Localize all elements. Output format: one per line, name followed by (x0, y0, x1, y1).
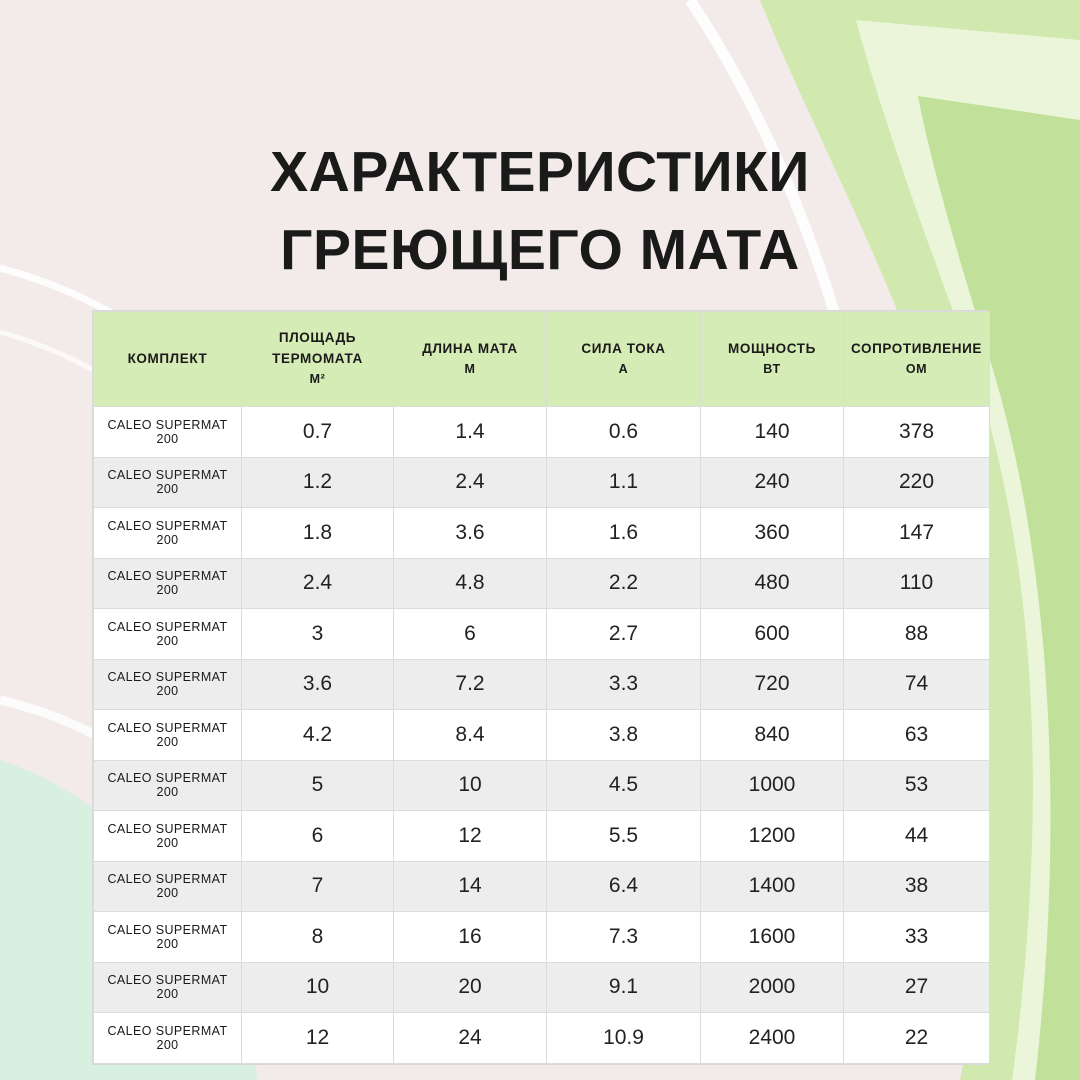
cell-area: 4.2 (242, 710, 394, 761)
cell-current: 4.5 (547, 760, 701, 811)
cell-resistance: 53 (844, 760, 990, 811)
cell-power: 600 (701, 609, 844, 660)
cell-power: 140 (701, 407, 844, 458)
table-row (94, 760, 990, 811)
column-header-power-label: МОЩНОСТЬ (728, 340, 816, 356)
column-header-power (701, 312, 844, 407)
table-row (94, 912, 990, 963)
cell-length: 7.2 (394, 659, 547, 710)
cell-length: 3.6 (394, 508, 547, 559)
cell-kit: CALEO SUPERMAT 200 (94, 912, 242, 963)
cell-resistance: 44 (844, 811, 990, 862)
cell-resistance: 88 (844, 609, 990, 660)
cell-length: 8.4 (394, 710, 547, 761)
column-header-area (242, 312, 394, 407)
cell-length: 24 (394, 1013, 547, 1064)
cell-length: 14 (394, 861, 547, 912)
table-row (94, 811, 990, 862)
column-header-current (547, 312, 701, 407)
cell-power: 1600 (701, 912, 844, 963)
column-header-kit-label: КОМПЛЕКТ (127, 350, 208, 366)
cell-power: 480 (701, 558, 844, 609)
cell-length: 12 (394, 811, 547, 862)
table-row (94, 609, 990, 660)
column-header-length (394, 312, 547, 407)
cell-area: 3 (242, 609, 394, 660)
cell-current: 6.4 (547, 861, 701, 912)
cell-kit: CALEO SUPERMAT 200 (94, 760, 242, 811)
cell-length: 6 (394, 609, 547, 660)
cell-power: 2000 (701, 962, 844, 1013)
column-header-current-unit: А (618, 361, 629, 376)
cell-resistance: 33 (844, 912, 990, 963)
column-header-power-unit: ВТ (763, 361, 781, 376)
table-header-row (94, 312, 990, 407)
cell-length: 20 (394, 962, 547, 1013)
cell-resistance: 38 (844, 861, 990, 912)
cell-current: 9.1 (547, 962, 701, 1013)
cell-kit: CALEO SUPERMAT 200 (94, 861, 242, 912)
cell-current: 3.3 (547, 659, 701, 710)
cell-resistance: 147 (844, 508, 990, 559)
table-row (94, 1013, 990, 1064)
column-header-area-label: ПЛОЩАДЬ ТЕРМОМАТА (272, 330, 363, 367)
cell-kit: CALEO SUPERMAT 200 (94, 811, 242, 862)
table-row (94, 659, 990, 710)
cell-kit: CALEO SUPERMAT 200 (94, 659, 242, 710)
cell-power: 1200 (701, 811, 844, 862)
cell-length: 16 (394, 912, 547, 963)
cell-kit: CALEO SUPERMAT 200 (94, 609, 242, 660)
cell-area: 1.8 (242, 508, 394, 559)
cell-current: 2.7 (547, 609, 701, 660)
column-header-resistance-unit: ОМ (905, 361, 928, 376)
cell-length: 10 (394, 760, 547, 811)
page-title-line-1: ХАРАКТЕРИСТИКИ (270, 140, 810, 205)
cell-kit: CALEO SUPERMAT 200 (94, 407, 242, 458)
cell-length: 4.8 (394, 558, 547, 609)
cell-area: 7 (242, 861, 394, 912)
cell-current: 3.8 (547, 710, 701, 761)
cell-area: 1.2 (242, 457, 394, 508)
cell-power: 360 (701, 508, 844, 559)
column-header-length-label: ДЛИНА МАТА (422, 340, 518, 356)
cell-area: 0.7 (242, 407, 394, 458)
specs-table-container (92, 310, 988, 1065)
column-header-current-label: СИЛА ТОКА (581, 340, 666, 356)
cell-power: 2400 (701, 1013, 844, 1064)
cell-area: 8 (242, 912, 394, 963)
table-row (94, 508, 990, 559)
cell-power: 240 (701, 457, 844, 508)
cell-power: 1000 (701, 760, 844, 811)
table-row (94, 710, 990, 761)
cell-area: 10 (242, 962, 394, 1013)
cell-resistance: 27 (844, 962, 990, 1013)
cell-resistance: 378 (844, 407, 990, 458)
cell-kit: CALEO SUPERMAT 200 (94, 710, 242, 761)
cell-current: 2.2 (547, 558, 701, 609)
table-row (94, 962, 990, 1013)
column-header-resistance-label: СОПРОТИВЛЕНИЕ (850, 340, 983, 356)
column-header-kit (94, 312, 242, 407)
cell-area: 6 (242, 811, 394, 862)
cell-current: 1.1 (547, 457, 701, 508)
cell-current: 7.3 (547, 912, 701, 963)
cell-power: 1400 (701, 861, 844, 912)
cell-area: 3.6 (242, 659, 394, 710)
table-header (94, 312, 990, 407)
cell-resistance: 110 (844, 558, 990, 609)
table-body (94, 407, 990, 1064)
cell-kit: CALEO SUPERMAT 200 (94, 962, 242, 1013)
cell-current: 0.6 (547, 407, 701, 458)
cell-current: 1.6 (547, 508, 701, 559)
cell-kit: CALEO SUPERMAT 200 (94, 457, 242, 508)
cell-resistance: 63 (844, 710, 990, 761)
cell-power: 720 (701, 659, 844, 710)
page-title (0, 134, 1080, 289)
specs-table (93, 311, 990, 1064)
column-header-resistance (844, 312, 990, 407)
table-row (94, 861, 990, 912)
cell-power: 840 (701, 710, 844, 761)
cell-length: 2.4 (394, 457, 547, 508)
cell-current: 5.5 (547, 811, 701, 862)
table-row (94, 558, 990, 609)
cell-kit: CALEO SUPERMAT 200 (94, 558, 242, 609)
cell-area: 12 (242, 1013, 394, 1064)
cell-area: 2.4 (242, 558, 394, 609)
cell-area: 5 (242, 760, 394, 811)
cell-resistance: 220 (844, 457, 990, 508)
cell-length: 1.4 (394, 407, 547, 458)
table-row (94, 407, 990, 458)
table-row (94, 457, 990, 508)
cell-resistance: 22 (844, 1013, 990, 1064)
cell-kit: CALEO SUPERMAT 200 (94, 508, 242, 559)
cell-resistance: 74 (844, 659, 990, 710)
column-header-length-unit: М (464, 361, 476, 376)
cell-kit: CALEO SUPERMAT 200 (94, 1013, 242, 1064)
column-header-area-unit: М² (309, 372, 326, 387)
page-title-line-2: ГРЕЮЩЕГО МАТА (280, 217, 800, 282)
cell-current: 10.9 (547, 1013, 701, 1064)
